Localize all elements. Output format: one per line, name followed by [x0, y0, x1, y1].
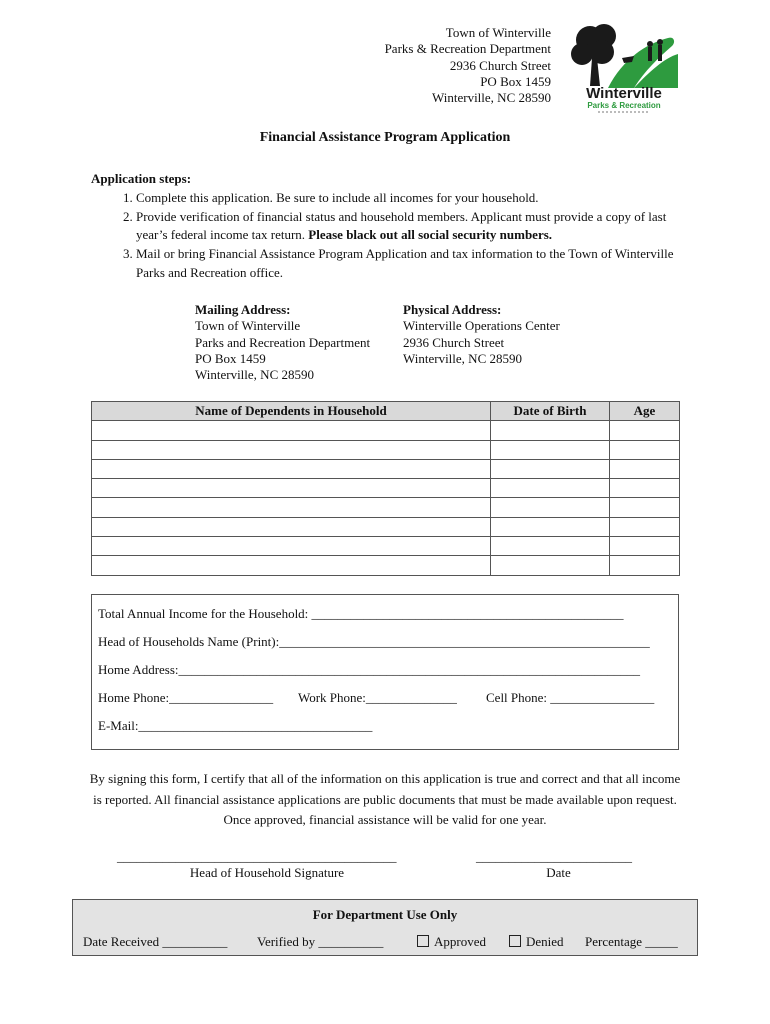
address-line: Winterville, NC 28590	[432, 90, 551, 106]
home-phone-field[interactable]: Home Phone:________________	[98, 690, 274, 705]
address-line: 2936 Church Street	[449, 57, 551, 73]
dob-cell[interactable]	[491, 479, 610, 498]
mailing-label: Mailing Address:	[195, 302, 291, 317]
table-row	[92, 479, 680, 498]
name-cell[interactable]	[92, 421, 491, 440]
cell-phone-field[interactable]: Cell Phone: ________________	[486, 690, 655, 705]
head-name-field[interactable]: Head of Households Name (Print):_________________________________________________________	[98, 634, 650, 649]
approved-label: Approved	[434, 934, 486, 949]
physical-address	[403, 302, 560, 367]
mailing-address	[195, 302, 370, 383]
name-cell[interactable]	[92, 498, 491, 517]
department-title: For Department Use Only	[312, 907, 458, 922]
dob-cell[interactable]	[491, 517, 610, 536]
age-cell[interactable]	[610, 459, 680, 478]
dob-cell[interactable]	[491, 498, 610, 517]
dependents-table	[91, 401, 680, 576]
steps-list	[91, 189, 691, 283]
physical-line: 2936 Church Street	[403, 334, 505, 350]
physical-label: Physical Address:	[403, 302, 502, 317]
step-item	[136, 208, 691, 246]
name-cell[interactable]	[92, 479, 491, 498]
approved-option[interactable]	[417, 934, 486, 950]
application-steps	[91, 170, 691, 283]
name-cell[interactable]	[92, 440, 491, 459]
age-cell[interactable]	[610, 537, 680, 556]
name-cell[interactable]	[92, 517, 491, 536]
email-field[interactable]: E-Mail:____________________________________	[98, 718, 373, 733]
dob-cell[interactable]	[491, 459, 610, 478]
dob-cell[interactable]	[491, 537, 610, 556]
age-cell[interactable]	[610, 440, 680, 459]
age-cell[interactable]	[610, 517, 680, 536]
table-row	[92, 440, 680, 459]
physical-line: Winterville, NC 28590	[403, 350, 522, 366]
logo-title: Winterville	[586, 85, 662, 102]
step-text: Provide verification of financial status and household members. Applicant must provide a copy of last year’s federal income tax return.	[136, 208, 667, 243]
home-address-field[interactable]: Home Address:_______________________________________________________________________	[98, 662, 641, 677]
page-title: Financial Assistance Program Application	[259, 130, 511, 145]
table-row	[92, 556, 680, 575]
col-header-age: Age	[610, 402, 680, 421]
dob-cell[interactable]	[491, 556, 610, 575]
col-header-name: Name of Dependents in Household	[92, 402, 491, 421]
total-income-field[interactable]: Total Annual Income for the Household: ________________________________________________	[98, 606, 624, 621]
denied-option[interactable]	[509, 934, 564, 950]
dob-cell[interactable]	[491, 440, 610, 459]
name-cell[interactable]	[92, 459, 491, 478]
denied-checkbox[interactable]	[509, 935, 521, 947]
age-cell[interactable]	[610, 479, 680, 498]
date-line[interactable]: ________________________	[476, 849, 632, 864]
name-cell[interactable]	[92, 537, 491, 556]
age-cell[interactable]	[610, 556, 680, 575]
dob-cell[interactable]	[491, 421, 610, 440]
step-item: 3. Mail or bring Financial Assistance Program Application and tax information to the Town of Winterville Parks and Recreation office.	[136, 245, 691, 283]
table-row	[92, 537, 680, 556]
mailing-line: Winterville, NC 28590	[195, 367, 314, 383]
age-cell[interactable]	[610, 498, 680, 517]
date-received-field[interactable]: Date Received __________	[83, 934, 228, 949]
age-cell[interactable]	[610, 421, 680, 440]
col-header-dob: Date of Birth	[491, 402, 610, 421]
approved-checkbox[interactable]	[417, 935, 429, 947]
table-header-row	[92, 402, 680, 421]
certification-text: By signing this form, I certify that all of the information on this application is true and correct and that all income is reported. All financial assistance applications are public documents that must be made available upon request. Once approved, financial assistance will be valid for one year.	[89, 771, 681, 827]
address-line: PO Box 1459	[480, 73, 551, 89]
mailing-line: Town of Winterville	[195, 318, 301, 334]
header-address	[330, 25, 551, 106]
step-bold-note: Please black out all social security numbers.	[308, 227, 553, 243]
table-row	[92, 459, 680, 478]
signature-line[interactable]: ___________________________________________	[117, 849, 397, 864]
logo-subtitle: Parks & Recreation	[587, 101, 661, 110]
mailing-line: PO Box 1459	[195, 350, 266, 366]
table-row	[92, 498, 680, 517]
date-label: Date	[546, 865, 571, 880]
address-line: Parks & Recreation Department	[384, 41, 551, 57]
step-item: 1. Complete this application. Be sure to include all incomes for your household.	[136, 189, 691, 208]
verified-by-field[interactable]: Verified by __________	[257, 934, 384, 949]
work-phone-field[interactable]: Work Phone:______________	[298, 690, 457, 705]
steps-heading: Application steps:	[91, 171, 192, 186]
table-row	[92, 421, 680, 440]
mailing-line: Parks and Recreation Department	[195, 334, 371, 350]
address-line: Town of Winterville	[445, 25, 551, 40]
physical-line: Winterville Operations Center	[403, 318, 560, 334]
percentage-field[interactable]: Percentage _____	[585, 934, 678, 949]
signature-label: Head of Household Signature	[189, 865, 345, 880]
winterville-logo	[568, 18, 680, 114]
name-cell[interactable]	[92, 556, 491, 575]
denied-label: Denied	[526, 934, 564, 949]
table-row	[92, 517, 680, 536]
